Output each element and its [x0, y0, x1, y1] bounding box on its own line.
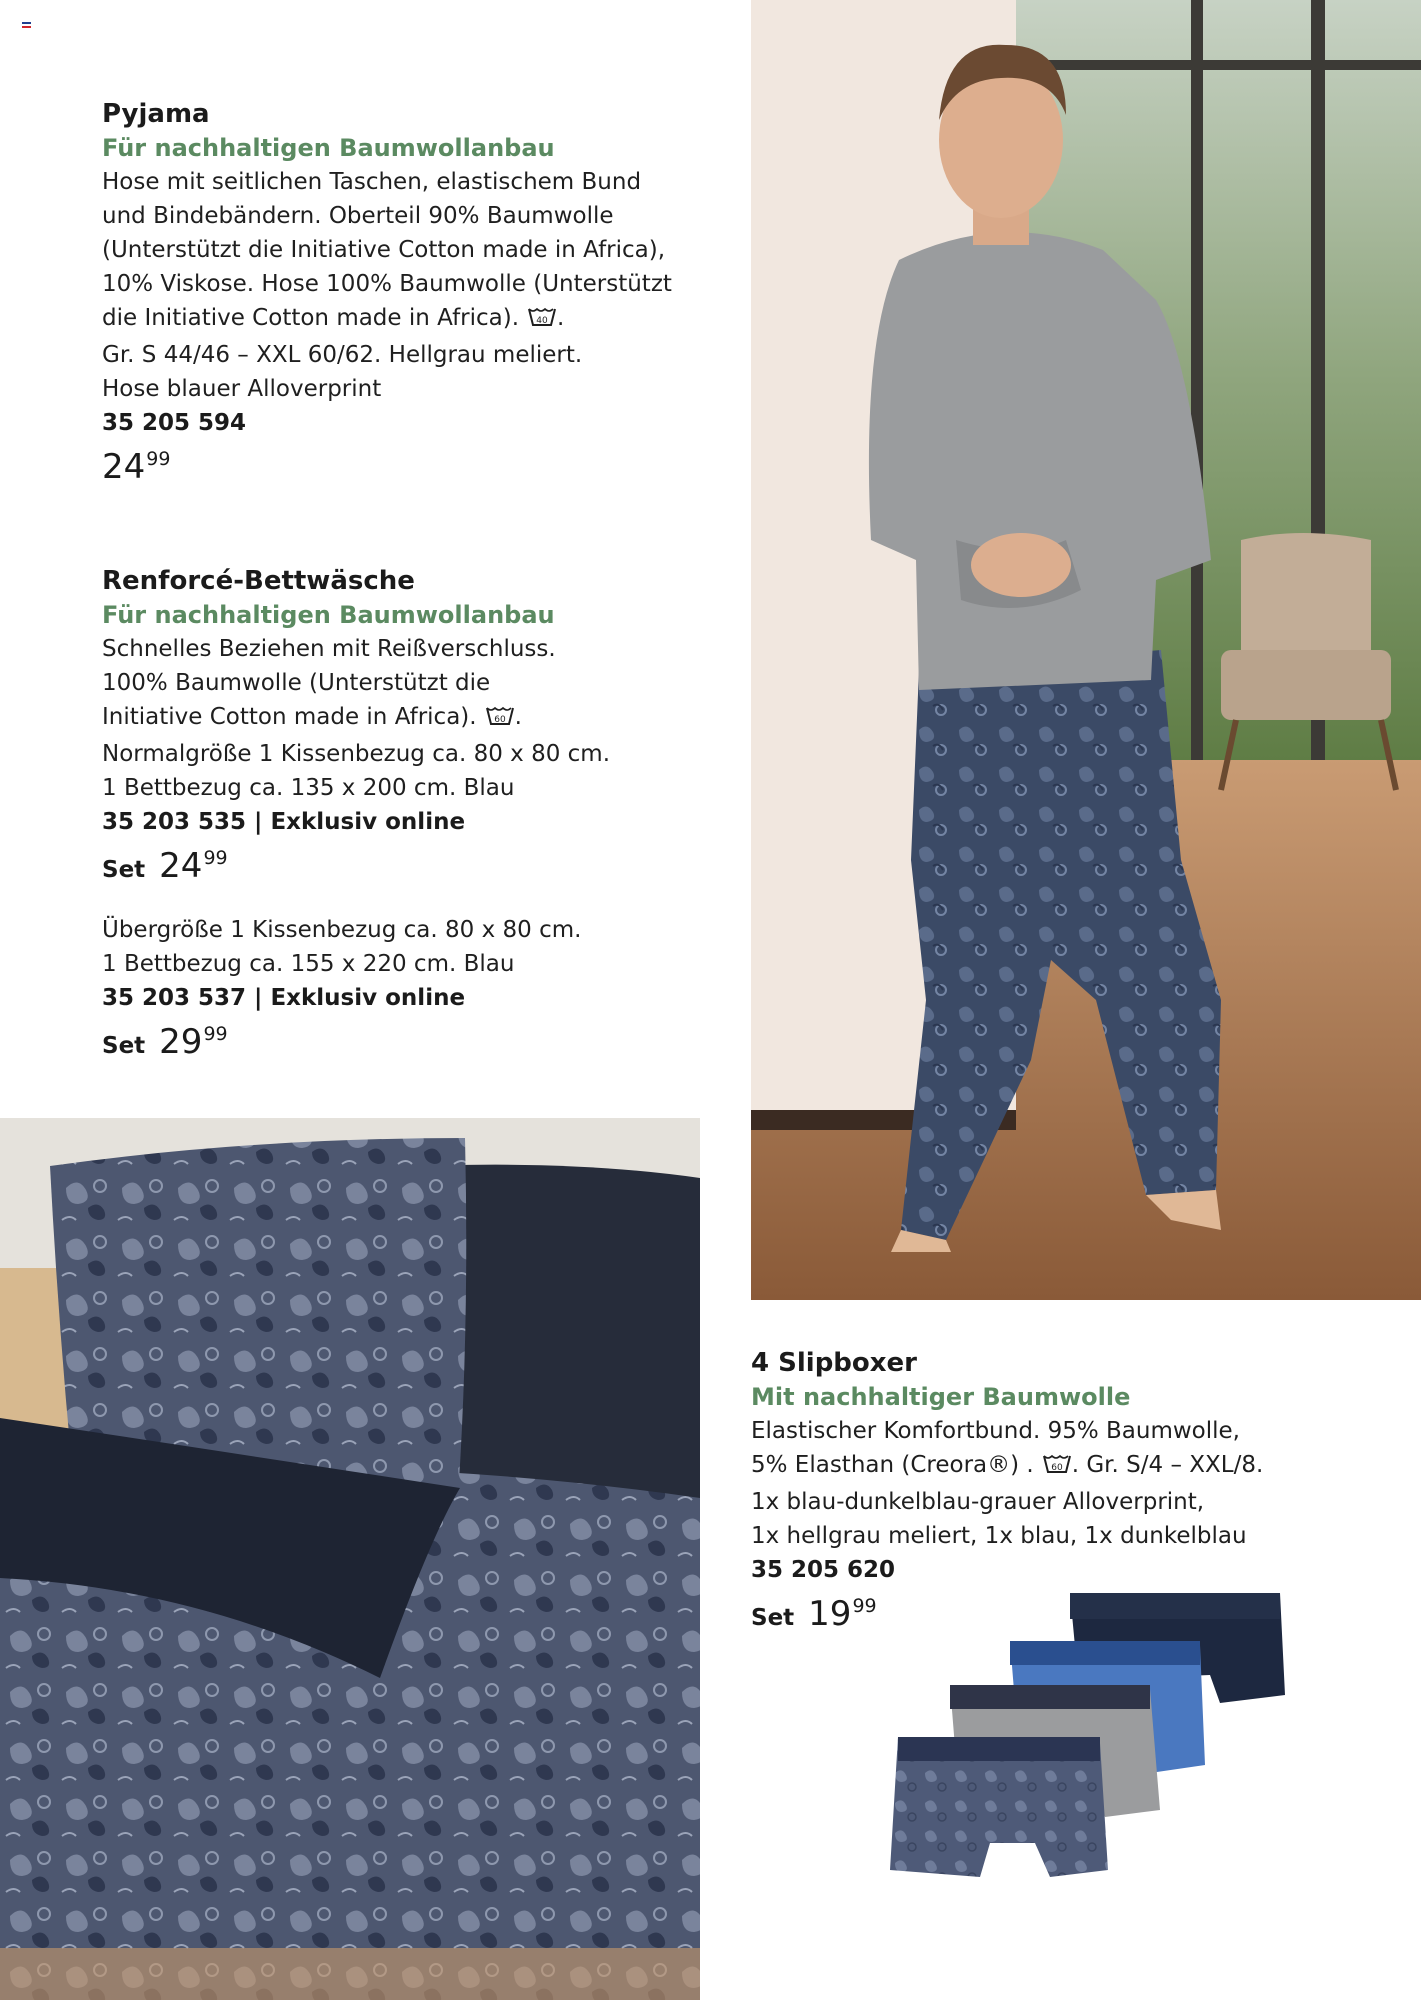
description-line: Hose mit seitlichen Taschen, elastischem Bund [102, 169, 642, 195]
description-line: die Initiative Cotton made in Africa). 40 . [102, 301, 702, 338]
price-euro: 29 [159, 1022, 203, 1062]
description-line: (Unterstützt die Initiative Cotton made in Africa), [102, 237, 666, 263]
bettwaesche-offer [102, 564, 722, 1061]
product-subtitle: Für nachhaltigen Baumwollanbau [102, 134, 555, 162]
price-euro: 19 [808, 1594, 852, 1634]
product-description [751, 1414, 1391, 1553]
price-cent: 99 [203, 1023, 228, 1045]
flag-stripe [22, 26, 31, 28]
bedding-photo [0, 1118, 700, 2000]
description-line: Normalgröße 1 Kissenbezug ca. 80 x 80 cm. [102, 741, 611, 767]
price [102, 1023, 722, 1061]
description-line: 1 Bettbezug ca. 135 x 200 cm. Blau [102, 775, 515, 801]
price-euro: 24 [102, 447, 146, 487]
article-number: 35 203 537 | Exklusiv online [102, 985, 466, 1011]
description-line: 5% Elasthan (Creora®) . 60 . Gr. S/4 – XXL/8. [751, 1448, 1391, 1485]
product-description [102, 632, 722, 805]
product-description [102, 165, 702, 406]
product-title: 4 Slipboxer [751, 1348, 918, 1378]
wash-60-icon [1042, 1451, 1072, 1485]
description-line: Schnelles Beziehen mit Reißverschluss. [102, 636, 556, 662]
article-number: 35 203 535 | Exklusiv online [102, 809, 466, 835]
article-number: 35 205 620 [751, 1557, 896, 1583]
product-subtitle: Mit nachhaltiger Baumwolle [751, 1383, 1131, 1411]
set-label: Set [102, 857, 146, 883]
set-label: Set [751, 1605, 795, 1631]
article-number: 35 205 594 [102, 410, 247, 436]
svg-text:40: 40 [536, 316, 548, 326]
product-title: Renforcé-Bettwäsche [102, 566, 415, 596]
description-line: Übergröße 1 Kissenbezug ca. 80 x 80 cm. [102, 917, 582, 943]
price [102, 847, 722, 885]
description-line: 100% Baumwolle (Unterstützt die [102, 670, 491, 696]
price-euro: 24 [159, 846, 203, 886]
description-line: 1x blau-dunkelblau-grauer Alloverprint, [751, 1489, 1205, 1515]
description-line: Elastischer Komfortbund. 95% Baumwolle, [751, 1418, 1240, 1444]
svg-text:60: 60 [493, 715, 506, 725]
description-line: und Bindebändern. Oberteil 90% Baumwolle [102, 203, 614, 229]
price [102, 448, 702, 486]
description-line: Hose blauer Alloverprint [102, 376, 382, 402]
language-flag-icon [22, 22, 31, 28]
wash-60-icon [485, 703, 515, 737]
wash-40-icon [527, 304, 557, 338]
description-line: 1x hellgrau meliert, 1x blau, 1x dunkelblau [751, 1523, 1247, 1549]
description-line: 10% Viskose. Hose 100% Baumwolle (Unterstützt [102, 271, 672, 297]
product-title: Pyjama [102, 99, 210, 129]
price-cent: 99 [203, 847, 228, 869]
pyjama-model-photo [751, 0, 1421, 1300]
pyjama-offer [102, 97, 702, 486]
slipboxer-product-photo [860, 1585, 1300, 1885]
svg-text:60: 60 [1051, 1463, 1063, 1473]
set-label: Set [102, 1033, 146, 1059]
description-line: Initiative Cotton made in Africa). 60 . [102, 700, 722, 737]
variant-description [102, 913, 722, 981]
price-cent: 99 [852, 1595, 877, 1617]
product-subtitle: Für nachhaltigen Baumwollanbau [102, 601, 555, 629]
description-line: 1 Bettbezug ca. 155 x 220 cm. Blau [102, 951, 515, 977]
price-cent: 99 [146, 448, 171, 470]
description-line: Gr. S 44/46 – XXL 60/62. Hellgrau meliert. [102, 342, 583, 368]
